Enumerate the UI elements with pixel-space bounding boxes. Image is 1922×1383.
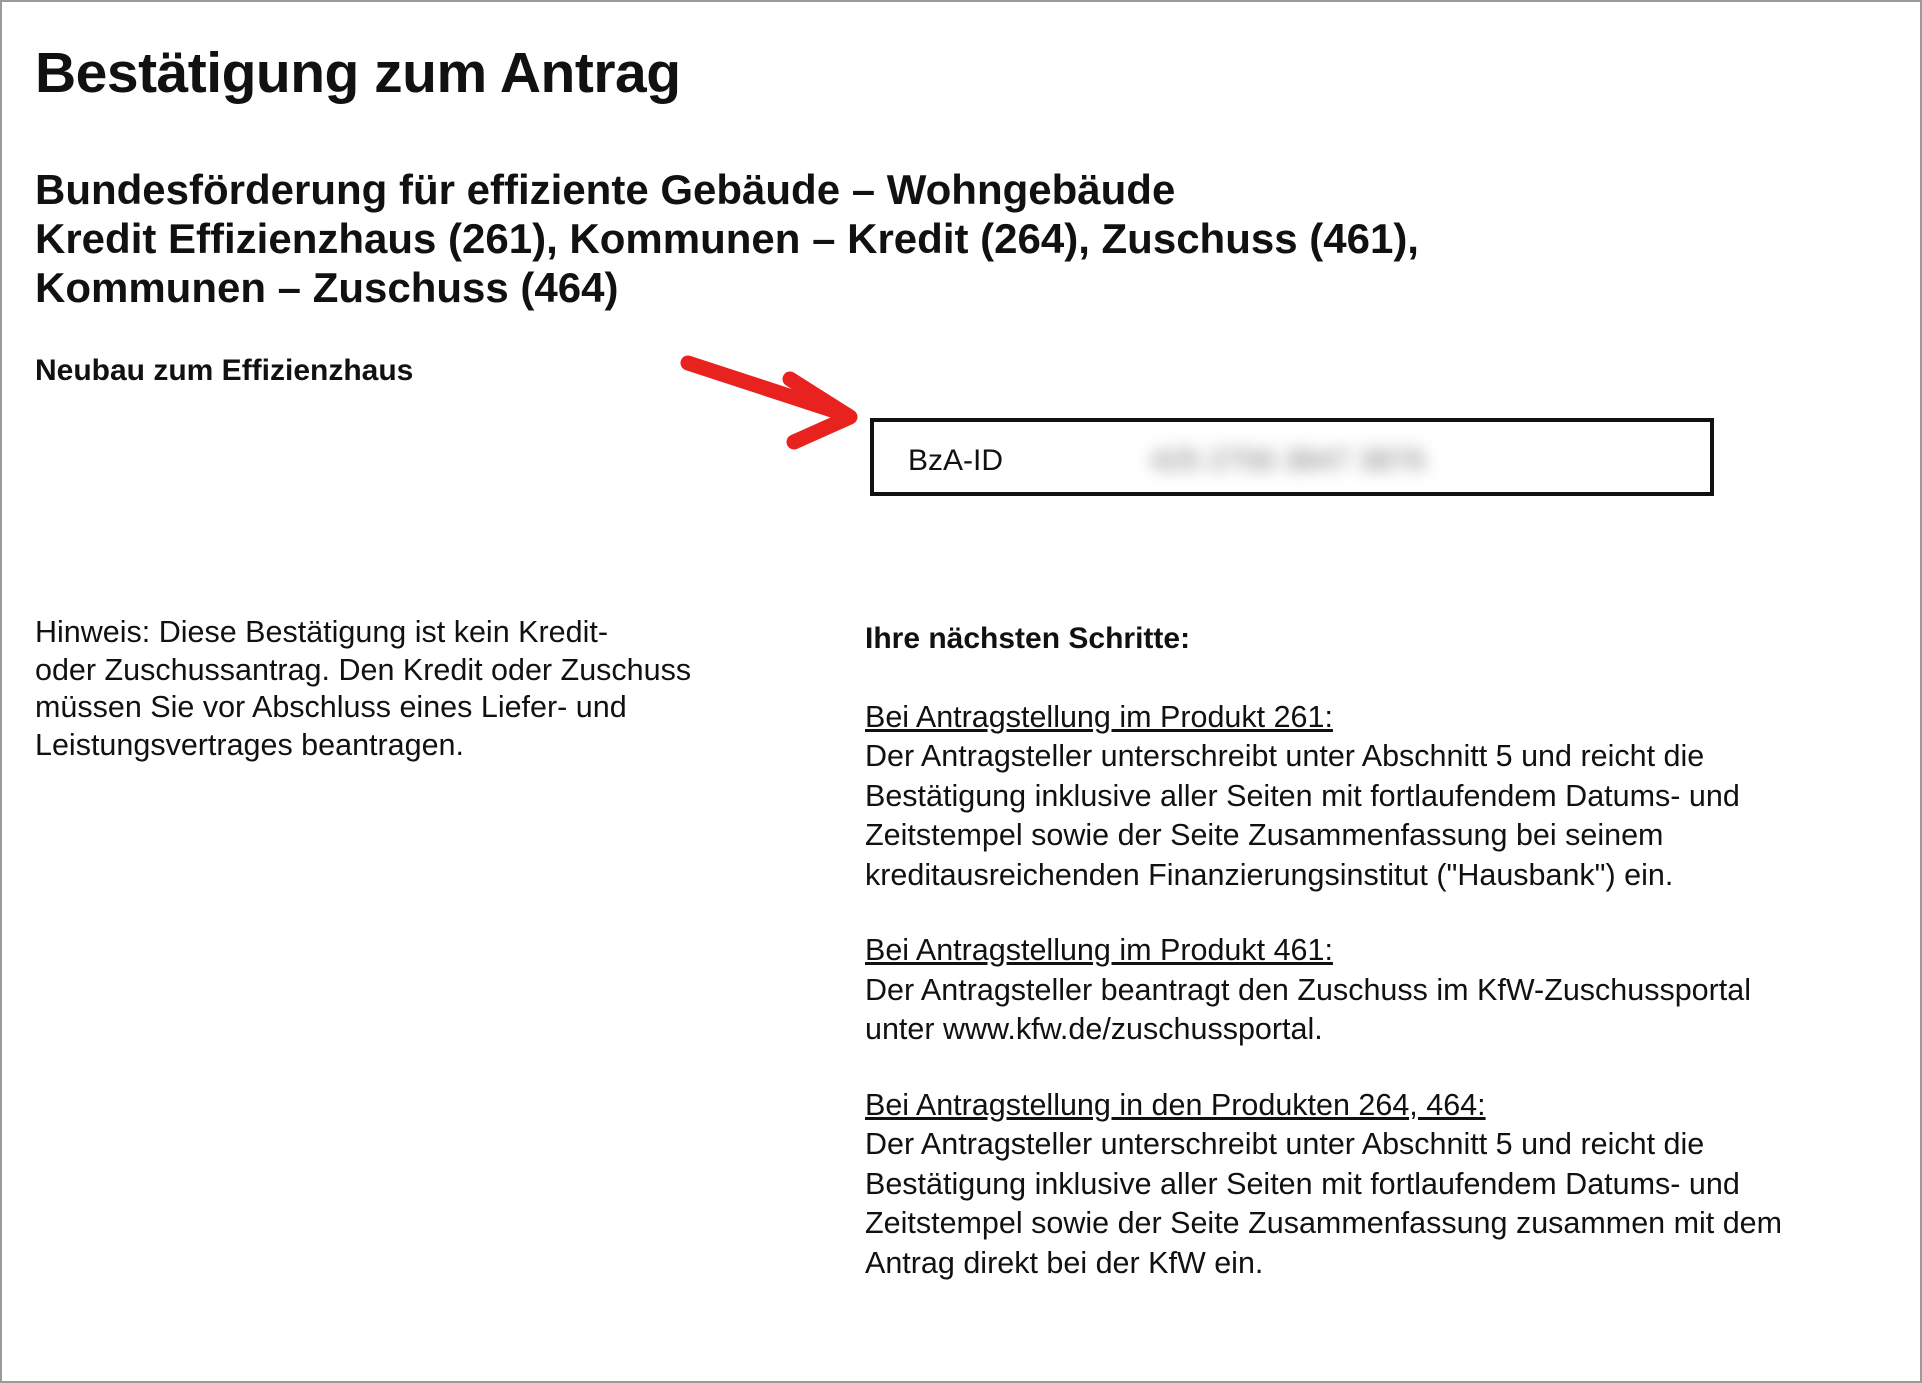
page-title: Bestätigung zum Antrag [35, 41, 681, 105]
bza-id-value-redacted: 425 2756 3847 3876 [1150, 444, 1426, 477]
subtitle-line: Kommunen – Zuschuss (464) [35, 264, 619, 311]
step-line: Bestätigung inklusive aller Seiten mit fortlaufendem Datums- und [865, 1166, 1740, 1201]
notice-line: Leistungsvertrages beantragen. [35, 727, 464, 762]
step-line: Zeitstempel sowie der Seite Zusammenfassung zusammen mit dem [865, 1206, 1783, 1240]
notice-text [35, 614, 795, 764]
program-subtitle [35, 165, 1419, 312]
step-subheading: Bei Antragstellung im Produkt 461: [865, 933, 1333, 967]
step-line: Antrag direkt bei der KfW ein. [865, 1245, 1264, 1280]
notice-line: Hinweis: Diese Bestätigung ist kein Kredit- [35, 615, 608, 649]
step-block-261 [865, 698, 1885, 896]
bza-id-label: BzA-ID [908, 444, 1004, 477]
step-line: Bestätigung inklusive aller Seiten mit fortlaufendem Datums- und [865, 778, 1740, 813]
next-steps [865, 619, 1885, 1319]
section-label: Neubau zum Effizienzhaus [35, 354, 414, 387]
notice-line: oder Zuschussantrag. Den Kredit oder Zuschuss [35, 652, 692, 687]
step-line: Der Antragsteller unterschreibt unter Abschnitt 5 und reicht die [865, 1127, 1705, 1161]
step-line: Zeitstempel sowie der Seite Zusammenfassung bei seinem [865, 818, 1664, 852]
step-line: Der Antragsteller beantragt den Zuschuss im KfW-Zuschussportal [865, 972, 1752, 1007]
step-line: unter www.kfw.de/zuschussportal. [865, 1012, 1323, 1046]
step-block-264-464 [865, 1086, 1885, 1284]
red-arrow-icon [672, 347, 872, 457]
step-line: Der Antragsteller unterschreibt unter Abschnitt 5 und reicht die [865, 739, 1705, 773]
subtitle-line: Bundesförderung für effiziente Gebäude – Wohngebäude [35, 166, 1176, 213]
step-subheading: Bei Antragstellung in den Produkten 264, 464: [865, 1087, 1486, 1122]
subtitle-line: Kredit Effizienzhaus (261), Kommunen – Kredit (264), Zuschuss (461), [35, 215, 1419, 262]
step-line: kreditausreichenden Finanzierungsinstitut ("Hausbank") ein. [865, 857, 1674, 892]
next-steps-heading: Ihre nächsten Schritte: [865, 622, 1191, 655]
notice-line: müssen Sie vor Abschluss eines Liefer- und [35, 690, 627, 724]
step-subheading: Bei Antragstellung im Produkt 261: [865, 699, 1333, 734]
bza-id-box [870, 418, 1714, 496]
step-block-461 [865, 931, 1885, 1050]
